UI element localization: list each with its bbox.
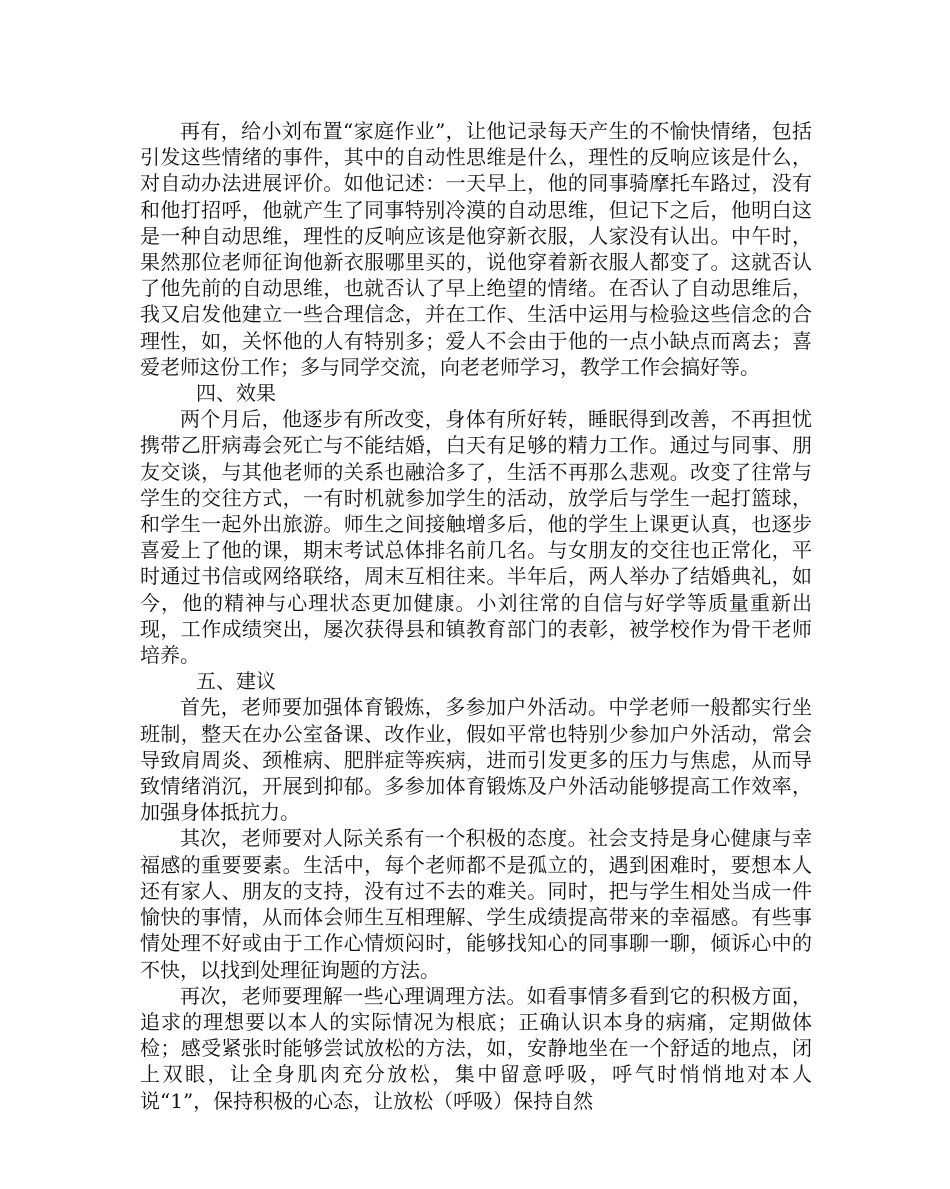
paragraph-suggestion-exercise: 首先，老师要加强体育锻炼，多参加户外活动。中学老师一般都实行坐班制，整天在办公室备课、改作业，假如平常也特别少参加户外活动，常会导致肩周炎、颈椎病、肥胖症等疾病，进而引发更多的压力与焦虑，从而导致情绪消沉，开展到抑郁。多参加体育锻炼及户外活动能够提高工作效率，加强身体抵抗力。 [140,695,812,825]
section-heading-effect: 四、效果 [196,381,276,406]
paragraph-suggestion-psychology: 再次，老师要理解一些心理调理方法。如看事情多看到它的积极方面，追求的理想要以本人的实际情况为根底；正确认识本身的病痛，定期做体检；感受紧张时能够尝试放松的方法，如，安静地坐在一个舒适的地点，闭上双眼，让全身肌肉充分放松，集中留意呼吸，呼气时悄悄地对本人说“1”，保持积极的心态，让放松（呼吸）保持自然 [140,983,812,1113]
section-heading-suggestions: 五、建议 [196,669,276,694]
paragraph-effect: 两个月后，他逐步有所改变，身体有所好转，睡眠得到改善，不再担忧携带乙肝病毒会死亡与不能结婚，白天有足够的精力工作。通过与同事、朋友交谈，与其他老师的关系也融洽多了，生活不再那么悲观。改变了往常与学生的交往方式，一有时机就参加学生的活动，放学后与学生一起打篮球，和学生一起外出旅游。师生之间接触增多后，他的学生上课更认真，也逐步喜爱上了他的课，期末考试总体排名前几名。与女朋友的交往也正常化，平时通过书信或网络联络，周末互相往来。半年后，两人举办了结婚典礼，如今，他的精神与心理状态更加健康。小刘往常的自信与好学等质量重新出现，工作成绩突出，屡次获得县和镇教育部门的表彰，被学校作为骨干老师培养。 [140,407,812,668]
document-body [140,118,812,1114]
paragraph-homework: 再有，给小刘布置“家庭作业”，让他记录每天产生的不愉快情绪，包括引发这些情绪的事件，其中的自动性思维是什么，理性的反响应该是什么，对自动办法进展评价。如他记述：一天早上，他的同事骑摩托车路过，没有和他打招呼，他就产生了同事特别冷漠的自动思维，但记下之后，他明白这是一种自动思维，理性的反响应该是他穿新衣服，人家没有认出。中午时，果然那位老师征询他新衣服哪里买的，说他穿着新衣服人都变了。这就否认了他先前的自动思维，也就否认了早上绝望的情绪。在否认了自动思维后，我又启发他建立一些合理信念，并在工作、生活中运用与检验这些信念的合理性，如，关怀他的人有特别多；爱人不会由于他的一点小缺点而离去；喜爱老师这份工作；多与同学交流，向老老师学习，教学工作会搞好等。 [140,119,812,379]
paragraph-suggestion-relationships: 其次，老师要对人际关系有一个积极的态度。社会支持是身心健康与幸福感的重要要素。生活中，每个老师都不是孤立的，遇到困难时，要想本人还有家人、朋友的支持，没有过不去的难关。同时，把与学生相处当成一件愉快的事情，从而体会师生互相理解、学生成绩提高带来的幸福感。有些事情处理不好或由于工作心情烦闷时，能够找知心的同事聊一聊，倾诉心中的不快，以找到处理征询题的方法。 [140,826,812,982]
